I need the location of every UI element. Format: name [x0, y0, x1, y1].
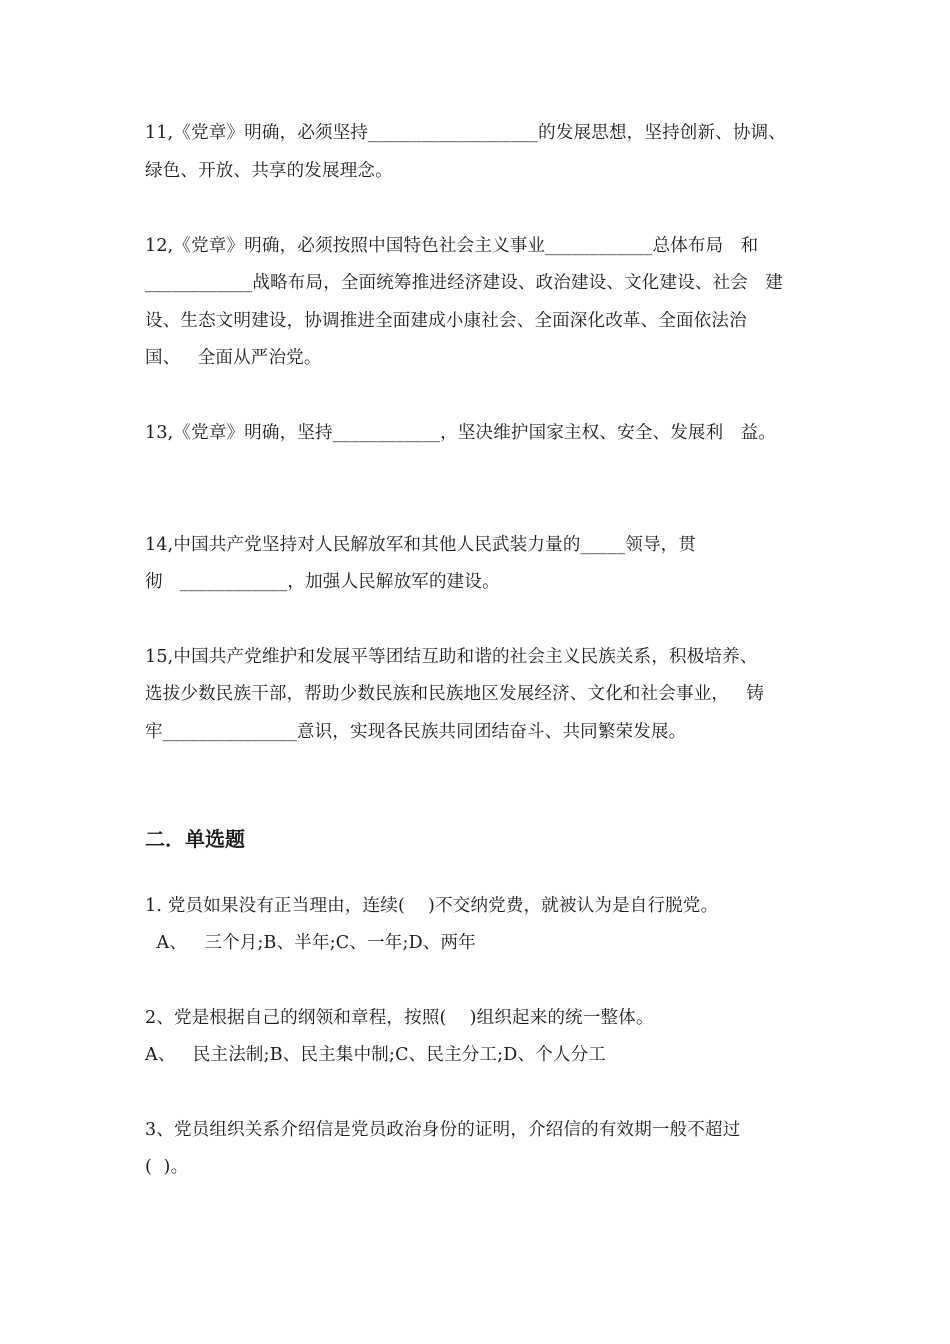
- choice-question-3-stem: 3、党员组织关系介绍信是党员政治身份的证明，介绍信的有效期一般不超过: [145, 1120, 741, 1140]
- question-11-line-1: 11,《党章》明确，必须坚持___________________的发展思想，坚持创新、协调、: [145, 123, 786, 143]
- choice-question-3-stem-continued: ( )。: [145, 1157, 189, 1177]
- choice-question-1-stem: 1. 党员如果没有正当理由，连续( )不交纳党费，就被认为是自行脱党。: [145, 896, 719, 916]
- question-12-line-1: 12,《党章》明确，必须按照中国特色社会主义事业____________总体布局 和: [145, 236, 759, 256]
- choice-question-2-stem: 2、党是根据自己的纲领和章程，按照( )组织起来的统一整体。: [145, 1008, 654, 1028]
- question-12-line-2: ____________战略布局，全面统筹推进经济建设、政治建设、文化建设、社会 建: [145, 273, 783, 293]
- question-14-line-1: 14,中国共产党坚持对人民解放军和其他人民武装力量的_____领导，贯: [145, 535, 697, 555]
- question-15-line-1: 15,中国共产党维护和发展平等团结互助和谐的社会主义民族关系，积极培养、: [145, 647, 758, 667]
- question-14-line-2: 彻 ____________，加强人民解放军的建设。: [145, 572, 500, 592]
- choice-question-1-options: A、 三个月;B、半年;C、一年;D、两年: [145, 933, 476, 953]
- question-12-line-4: 国、 全面从严治党。: [145, 348, 322, 368]
- choice-question-2-options: A、 民主法制;B、民主集中制;C、民主分工;D、个人分工: [145, 1045, 606, 1065]
- question-15-line-3: 牢_______________意识，实现各民族共同团结奋斗、共同繁荣发展。: [145, 722, 687, 742]
- question-13-line-1: 13,《党章》明确，坚持____________，坚决维护国家主权、安全、发展利 益。: [145, 423, 777, 443]
- section-heading-single-choice: 二．单选题: [145, 827, 245, 851]
- question-11-line-2: 绿色、开放、共享的发展理念。: [145, 161, 393, 181]
- question-12-line-3: 设、生态文明建设，协调推进全面建成小康社会、全面深化改革、全面依法治: [145, 311, 747, 331]
- question-15-line-2: 选拔少数民族干部，帮助少数民族和民族地区发展经济、文化和社会事业， 铸: [145, 684, 765, 704]
